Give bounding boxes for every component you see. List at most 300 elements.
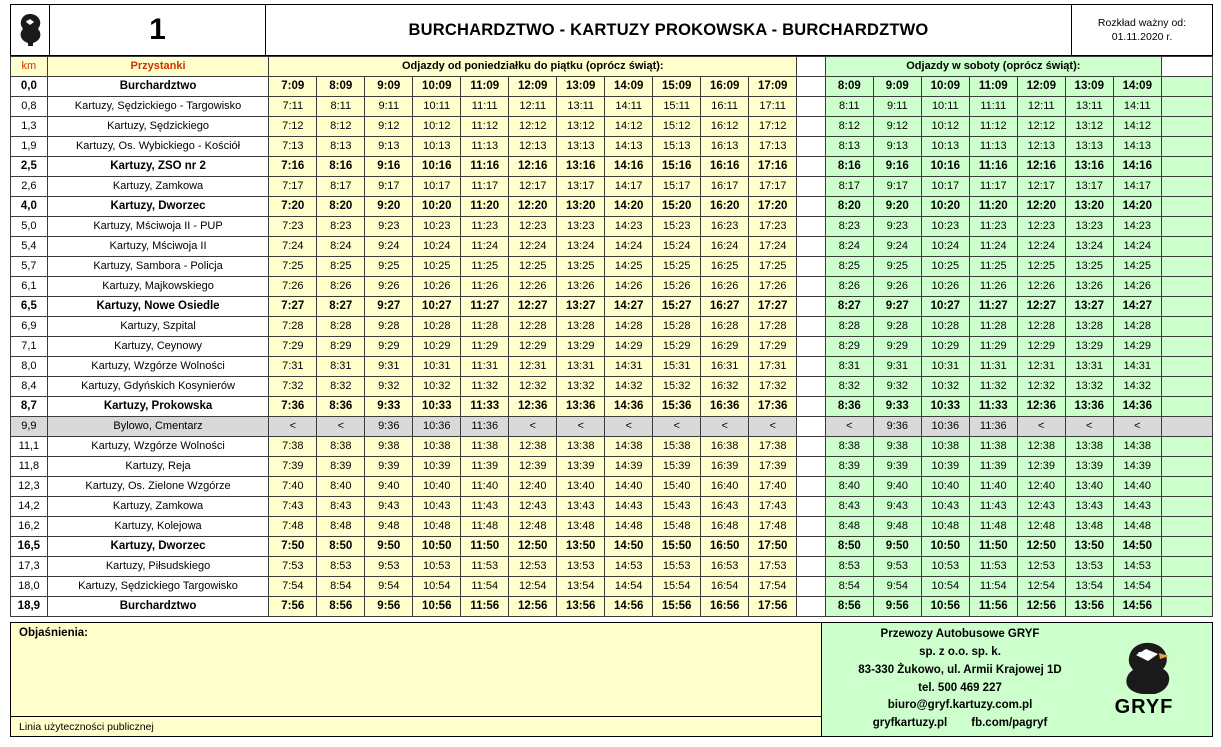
cell-departure-weekday: 7:48 <box>269 517 317 537</box>
cell-departure-weekday: 8:26 <box>317 277 365 297</box>
cell-departure-saturday: 14:12 <box>1113 117 1161 137</box>
col-header-stops: Przystanki <box>47 57 269 77</box>
cell-departure-weekday: 12:48 <box>509 517 557 537</box>
cell-departure-weekday: 16:50 <box>701 537 749 557</box>
cell-departure-weekday: 9:33 <box>365 397 413 417</box>
cell-departure-weekday: 13:43 <box>557 497 605 517</box>
cell-departure-saturday: 8:32 <box>825 377 873 397</box>
cell-departure-saturday: 11:24 <box>969 237 1017 257</box>
cell-departure-saturday: 8:48 <box>825 517 873 537</box>
cell-km: 2,5 <box>11 157 48 177</box>
table-row <box>11 97 1213 117</box>
cell-departure-weekday: < <box>653 417 701 437</box>
cell-departure-weekday: 8:31 <box>317 357 365 377</box>
gap-cell <box>1161 257 1212 277</box>
cell-departure-saturday: 11:16 <box>969 157 1017 177</box>
cell-departure-weekday: 9:17 <box>365 177 413 197</box>
cell-km: 2,6 <box>11 177 48 197</box>
cell-departure-weekday: 7:13 <box>269 137 317 157</box>
cell-departure-weekday: 10:26 <box>413 277 461 297</box>
cell-departure-weekday: 17:12 <box>749 117 797 137</box>
cell-departure-saturday: 14:28 <box>1113 317 1161 337</box>
cell-stop-name: Kartuzy, Gdyńskich Kosynierów <box>47 377 269 397</box>
operator-email[interactable]: biuro@gryf.kartuzy.com.pl <box>887 699 1033 712</box>
table-row <box>11 157 1213 177</box>
cell-departure-saturday: 13:29 <box>1065 337 1113 357</box>
cell-km: 16,2 <box>11 517 48 537</box>
gap-cell <box>1161 197 1212 217</box>
cell-departure-weekday: 8:27 <box>317 297 365 317</box>
cell-departure-weekday: 12:16 <box>509 157 557 177</box>
legend-box <box>10 622 822 737</box>
cell-departure-saturday: 9:23 <box>873 217 921 237</box>
cell-departure-weekday: 14:38 <box>605 437 653 457</box>
cell-departure-saturday: 10:48 <box>921 517 969 537</box>
cell-departure-weekday: 7:27 <box>269 297 317 317</box>
cell-departure-weekday: 9:16 <box>365 157 413 177</box>
cell-departure-weekday: 8:32 <box>317 377 365 397</box>
cell-stop-name: Burchardztwo <box>47 77 269 97</box>
cell-departure-saturday: 8:13 <box>825 137 873 157</box>
cell-departure-weekday: 13:56 <box>557 597 605 617</box>
cell-departure-saturday: 8:29 <box>825 337 873 357</box>
cell-departure-weekday: 14:29 <box>605 337 653 357</box>
gap-cell <box>797 77 826 97</box>
cell-departure-saturday: 14:20 <box>1113 197 1161 217</box>
cell-departure-saturday: 8:17 <box>825 177 873 197</box>
cell-departure-saturday: 13:20 <box>1065 197 1113 217</box>
cell-departure-weekday: 13:40 <box>557 477 605 497</box>
cell-departure-weekday: 17:32 <box>749 377 797 397</box>
cell-departure-weekday: 8:39 <box>317 457 365 477</box>
cell-departure-saturday: 14:29 <box>1113 337 1161 357</box>
cell-departure-weekday: 7:50 <box>269 537 317 557</box>
cell-departure-saturday: 12:27 <box>1017 297 1065 317</box>
cell-departure-weekday: 16:40 <box>701 477 749 497</box>
cell-departure-weekday: 8:25 <box>317 257 365 277</box>
cell-departure-weekday: 15:40 <box>653 477 701 497</box>
cell-departure-saturday: 9:39 <box>873 457 921 477</box>
table-row <box>11 437 1213 457</box>
cell-departure-saturday: 12:38 <box>1017 437 1065 457</box>
cell-departure-saturday: 13:16 <box>1065 157 1113 177</box>
cell-departure-weekday: 10:16 <box>413 157 461 177</box>
cell-departure-saturday: < <box>1017 417 1065 437</box>
cell-departure-saturday: 10:13 <box>921 137 969 157</box>
gap-cell <box>797 357 826 377</box>
cell-departure-saturday: 10:33 <box>921 397 969 417</box>
cell-departure-saturday: 9:32 <box>873 377 921 397</box>
cell-departure-saturday: 9:20 <box>873 197 921 217</box>
cell-departure-weekday: 17:36 <box>749 397 797 417</box>
cell-departure-weekday: 9:48 <box>365 517 413 537</box>
cell-departure-weekday: 12:50 <box>509 537 557 557</box>
cell-departure-weekday: < <box>749 417 797 437</box>
cell-departure-saturday: 9:38 <box>873 437 921 457</box>
cell-departure-weekday: 7:11 <box>269 97 317 117</box>
cell-departure-weekday: 14:26 <box>605 277 653 297</box>
cell-departure-weekday: 10:48 <box>413 517 461 537</box>
table-row <box>11 577 1213 597</box>
cell-stop-name: Kartuzy, Sędzickiego <box>47 117 269 137</box>
cell-departure-weekday: 8:54 <box>317 577 365 597</box>
cell-departure-weekday: 17:56 <box>749 597 797 617</box>
cell-departure-saturday: 12:43 <box>1017 497 1065 517</box>
cell-departure-weekday: 10:28 <box>413 317 461 337</box>
cell-departure-weekday: 9:28 <box>365 317 413 337</box>
gap-cell <box>797 437 826 457</box>
cell-departure-weekday: 16:48 <box>701 517 749 537</box>
cell-departure-weekday: 15:20 <box>653 197 701 217</box>
cell-departure-weekday: 17:23 <box>749 217 797 237</box>
cell-departure-saturday: 8:27 <box>825 297 873 317</box>
cell-departure-weekday: 10:29 <box>413 337 461 357</box>
cell-departure-saturday: 10:39 <box>921 457 969 477</box>
cell-departure-weekday: 16:38 <box>701 437 749 457</box>
cell-departure-weekday: 10:50 <box>413 537 461 557</box>
cell-departure-weekday: 9:54 <box>365 577 413 597</box>
cell-departure-weekday: 10:39 <box>413 457 461 477</box>
cell-departure-weekday: 14:28 <box>605 317 653 337</box>
cell-departure-weekday: 11:54 <box>461 577 509 597</box>
cell-departure-saturday: 12:24 <box>1017 237 1065 257</box>
cell-km: 1,3 <box>11 117 48 137</box>
cell-km: 5,0 <box>11 217 48 237</box>
cell-departure-weekday: 7:54 <box>269 577 317 597</box>
gap-cell <box>1161 317 1212 337</box>
cell-departure-weekday: 12:36 <box>509 397 557 417</box>
cell-km: 6,1 <box>11 277 48 297</box>
cell-departure-weekday: 10:38 <box>413 437 461 457</box>
cell-departure-saturday: 9:48 <box>873 517 921 537</box>
cell-km: 14,2 <box>11 497 48 517</box>
col-header-km: km <box>11 57 48 77</box>
cell-departure-weekday: 11:48 <box>461 517 509 537</box>
cell-departure-saturday: 12:13 <box>1017 137 1065 157</box>
timetable-body <box>11 77 1213 617</box>
cell-departure-weekday: 10:33 <box>413 397 461 417</box>
cell-departure-weekday: 13:31 <box>557 357 605 377</box>
cell-departure-weekday: 10:40 <box>413 477 461 497</box>
cell-stop-name: Kartuzy, Szpital <box>47 317 269 337</box>
operator-address: 83-330 Żukowo, ul. Armii Krajowej 1D <box>858 663 1062 676</box>
cell-departure-saturday: 11:32 <box>969 377 1017 397</box>
gap-cell <box>1161 457 1212 477</box>
cell-departure-weekday: 7:32 <box>269 377 317 397</box>
cell-departure-weekday: 12:40 <box>509 477 557 497</box>
cell-departure-saturday: 12:54 <box>1017 577 1065 597</box>
line-number: 1 <box>50 5 266 55</box>
cell-departure-weekday: 17:29 <box>749 337 797 357</box>
cell-departure-weekday: 14:56 <box>605 597 653 617</box>
gap-cell <box>1161 397 1212 417</box>
cell-departure-saturday: 13:32 <box>1065 377 1113 397</box>
cell-departure-saturday: 11:13 <box>969 137 1017 157</box>
cell-departure-weekday: 8:50 <box>317 537 365 557</box>
table-row <box>11 517 1213 537</box>
gap-cell <box>797 277 826 297</box>
cell-departure-weekday: 14:20 <box>605 197 653 217</box>
cell-stop-name: Kartuzy, Sędzickiego Targowisko <box>47 577 269 597</box>
cell-departure-weekday: 13:48 <box>557 517 605 537</box>
gap-cell <box>797 157 826 177</box>
cell-departure-saturday: 14:36 <box>1113 397 1161 417</box>
cell-departure-weekday: 11:53 <box>461 557 509 577</box>
cell-stop-name: Kartuzy, Zamkowa <box>47 177 269 197</box>
cell-departure-saturday: 10:29 <box>921 337 969 357</box>
cell-departure-saturday: 9:25 <box>873 257 921 277</box>
cell-departure-saturday: 12:50 <box>1017 537 1065 557</box>
cell-departure-saturday: 11:23 <box>969 217 1017 237</box>
cell-departure-weekday: 17:39 <box>749 457 797 477</box>
cell-departure-weekday: 14:43 <box>605 497 653 517</box>
cell-departure-saturday: 12:11 <box>1017 97 1065 117</box>
cell-departure-weekday: 16:32 <box>701 377 749 397</box>
cell-departure-weekday: 17:40 <box>749 477 797 497</box>
cell-departure-saturday: 12:09 <box>1017 77 1065 97</box>
cell-departure-weekday: 13:23 <box>557 217 605 237</box>
cell-departure-saturday: 10:25 <box>921 257 969 277</box>
table-row <box>11 317 1213 337</box>
cell-departure-weekday: 13:12 <box>557 117 605 137</box>
cell-departure-saturday: 12:12 <box>1017 117 1065 137</box>
cell-departure-weekday: 9:09 <box>365 77 413 97</box>
cell-departure-weekday: 13:39 <box>557 457 605 477</box>
cell-departure-weekday: 14:13 <box>605 137 653 157</box>
table-row <box>11 457 1213 477</box>
cell-stop-name: Kartuzy, Sambora - Policja <box>47 257 269 277</box>
gap-cell <box>797 217 826 237</box>
gap-cell <box>1161 417 1212 437</box>
cell-departure-weekday: 10:54 <box>413 577 461 597</box>
gap-cell <box>797 297 826 317</box>
cell-departure-saturday: 10:43 <box>921 497 969 517</box>
cell-stop-name: Kartuzy, ZSO nr 2 <box>47 157 269 177</box>
cell-departure-weekday: 15:11 <box>653 97 701 117</box>
cell-departure-weekday: 14:54 <box>605 577 653 597</box>
cell-departure-weekday: 16:56 <box>701 597 749 617</box>
cell-departure-saturday: 8:38 <box>825 437 873 457</box>
cell-departure-weekday: 15:43 <box>653 497 701 517</box>
cell-departure-weekday: 8:12 <box>317 117 365 137</box>
cell-departure-weekday: 11:29 <box>461 337 509 357</box>
cell-departure-weekday: 13:25 <box>557 257 605 277</box>
cell-departure-saturday: 14:25 <box>1113 257 1161 277</box>
table-row <box>11 77 1213 97</box>
cell-departure-saturday: 12:23 <box>1017 217 1065 237</box>
cell-departure-weekday: 16:31 <box>701 357 749 377</box>
cell-departure-weekday: 7:39 <box>269 457 317 477</box>
cell-departure-weekday: 16:27 <box>701 297 749 317</box>
cell-departure-weekday: 14:17 <box>605 177 653 197</box>
cell-departure-weekday: 11:17 <box>461 177 509 197</box>
cell-departure-weekday: 8:20 <box>317 197 365 217</box>
cell-departure-weekday: 15:26 <box>653 277 701 297</box>
cell-departure-saturday: 8:12 <box>825 117 873 137</box>
cell-departure-weekday: 17:50 <box>749 537 797 557</box>
cell-departure-saturday: 14:16 <box>1113 157 1161 177</box>
cell-departure-weekday: 14:25 <box>605 257 653 277</box>
cell-departure-weekday: 11:26 <box>461 277 509 297</box>
cell-departure-weekday: 15:36 <box>653 397 701 417</box>
gap-cell <box>797 57 826 77</box>
gap-cell <box>797 417 826 437</box>
cell-departure-saturday: 8:20 <box>825 197 873 217</box>
cell-km: 9,9 <box>11 417 48 437</box>
cell-departure-weekday: 12:20 <box>509 197 557 217</box>
cell-departure-saturday: 12:20 <box>1017 197 1065 217</box>
cell-departure-weekday: 8:13 <box>317 137 365 157</box>
cell-departure-weekday: 17:31 <box>749 357 797 377</box>
cell-stop-name: Kartuzy, Os. Zielone Wzgórze <box>47 477 269 497</box>
cell-departure-saturday: 13:38 <box>1065 437 1113 457</box>
gap-cell <box>1161 377 1212 397</box>
cell-departure-weekday: 7:24 <box>269 237 317 257</box>
cell-departure-weekday: 8:17 <box>317 177 365 197</box>
cell-departure-saturday: 10:38 <box>921 437 969 457</box>
header-logo <box>11 5 50 55</box>
cell-departure-weekday: 7:12 <box>269 117 317 137</box>
cell-departure-weekday: 16:28 <box>701 317 749 337</box>
cell-departure-saturday: 14:26 <box>1113 277 1161 297</box>
table-row <box>11 197 1213 217</box>
gap-cell <box>797 97 826 117</box>
cell-departure-saturday: 9:33 <box>873 397 921 417</box>
cell-departure-weekday: 17:11 <box>749 97 797 117</box>
cell-departure-weekday: 9:43 <box>365 497 413 517</box>
operator-links <box>836 715 1084 733</box>
cell-departure-weekday: 17:26 <box>749 277 797 297</box>
operator-website-link[interactable]: gryfkartuzy.pl <box>872 717 948 730</box>
cell-departure-saturday: 11:31 <box>969 357 1017 377</box>
cell-departure-saturday: 8:39 <box>825 457 873 477</box>
gap-cell <box>797 237 826 257</box>
cell-departure-weekday: 7:25 <box>269 257 317 277</box>
cell-departure-saturday: 9:11 <box>873 97 921 117</box>
table-row <box>11 137 1213 157</box>
cell-departure-saturday: 9:27 <box>873 297 921 317</box>
operator-facebook-link[interactable]: fb.com/pagryf <box>971 717 1048 730</box>
cell-departure-weekday: 10:24 <box>413 237 461 257</box>
cell-departure-weekday: 9:39 <box>365 457 413 477</box>
cell-departure-weekday: 16:16 <box>701 157 749 177</box>
cell-km: 6,5 <box>11 297 48 317</box>
gap-cell <box>1161 497 1212 517</box>
cell-departure-saturday: 11:36 <box>969 417 1017 437</box>
group-header-row <box>11 57 1213 77</box>
cell-departure-weekday: 14:32 <box>605 377 653 397</box>
gap-cell <box>1161 537 1212 557</box>
cell-departure-weekday: 13:38 <box>557 437 605 457</box>
validity-date: 01.11.2020 r. <box>1111 31 1173 43</box>
cell-departure-saturday: 14:54 <box>1113 577 1161 597</box>
cell-departure-weekday: 16:53 <box>701 557 749 577</box>
cell-departure-saturday: 13:23 <box>1065 217 1113 237</box>
cell-departure-saturday: 13:39 <box>1065 457 1113 477</box>
page-title: BURCHARDZTWO - KARTUZY PROKOWSKA - BURCHARDZTWO <box>408 20 929 39</box>
cell-departure-saturday: 11:53 <box>969 557 1017 577</box>
gap-cell <box>797 477 826 497</box>
cell-departure-saturday: 11:26 <box>969 277 1017 297</box>
cell-departure-saturday: 14:39 <box>1113 457 1161 477</box>
cell-departure-weekday: 15:53 <box>653 557 701 577</box>
gap-cell <box>797 537 826 557</box>
cell-departure-weekday: < <box>605 417 653 437</box>
cell-departure-weekday: 15:24 <box>653 237 701 257</box>
cell-departure-weekday: 11:33 <box>461 397 509 417</box>
table-row <box>11 497 1213 517</box>
cell-stop-name: Kartuzy, Zamkowa <box>47 497 269 517</box>
operator-name: Przewozy Autobusowe GRYF <box>880 628 1040 641</box>
cell-departure-saturday: 8:54 <box>825 577 873 597</box>
cell-departure-weekday: 17:48 <box>749 517 797 537</box>
cell-departure-saturday: 11:17 <box>969 177 1017 197</box>
cell-departure-saturday: 10:26 <box>921 277 969 297</box>
cell-departure-weekday: 7:31 <box>269 357 317 377</box>
cell-departure-saturday: 9:56 <box>873 597 921 617</box>
cell-departure-weekday: < <box>701 417 749 437</box>
gap-cell <box>1161 517 1212 537</box>
cell-departure-weekday: 12:39 <box>509 457 557 477</box>
legend-note: Linia użyteczności publicznej <box>19 721 154 733</box>
cell-departure-weekday: 17:16 <box>749 157 797 177</box>
cell-departure-weekday: 14:36 <box>605 397 653 417</box>
cell-departure-saturday: 10:31 <box>921 357 969 377</box>
cell-departure-saturday: 9:36 <box>873 417 921 437</box>
table-row <box>11 337 1213 357</box>
cell-departure-weekday: < <box>269 417 317 437</box>
cell-departure-weekday: 16:20 <box>701 197 749 217</box>
cell-km: 4,0 <box>11 197 48 217</box>
cell-departure-saturday: 8:23 <box>825 217 873 237</box>
cell-departure-saturday: 12:39 <box>1017 457 1065 477</box>
cell-departure-weekday: 13:11 <box>557 97 605 117</box>
cell-departure-weekday: 12:54 <box>509 577 557 597</box>
cell-departure-saturday: 12:25 <box>1017 257 1065 277</box>
cell-departure-weekday: 13:36 <box>557 397 605 417</box>
cell-departure-weekday: 11:28 <box>461 317 509 337</box>
eagle-logo-icon <box>1115 640 1173 696</box>
cell-departure-saturday: 9:31 <box>873 357 921 377</box>
gap-cell <box>797 377 826 397</box>
cell-departure-weekday: 14:23 <box>605 217 653 237</box>
cell-departure-weekday: 10:25 <box>413 257 461 277</box>
cell-departure-saturday: 11:38 <box>969 437 1017 457</box>
gap-cell <box>797 577 826 597</box>
cell-departure-saturday: 12:31 <box>1017 357 1065 377</box>
cell-departure-weekday: 10:53 <box>413 557 461 577</box>
cell-departure-saturday: 14:27 <box>1113 297 1161 317</box>
table-row <box>11 377 1213 397</box>
cell-departure-saturday: 11:28 <box>969 317 1017 337</box>
gap-cell <box>1161 157 1212 177</box>
gap-cell <box>1161 237 1212 257</box>
cell-departure-saturday: 10:16 <box>921 157 969 177</box>
cell-departure-weekday: 13:09 <box>557 77 605 97</box>
cell-departure-weekday: 12:28 <box>509 317 557 337</box>
cell-departure-weekday: 9:53 <box>365 557 413 577</box>
gap-cell <box>1161 577 1212 597</box>
cell-departure-weekday: 9:31 <box>365 357 413 377</box>
cell-departure-saturday: 13:27 <box>1065 297 1113 317</box>
cell-departure-weekday: 15:13 <box>653 137 701 157</box>
cell-departure-weekday: 16:39 <box>701 457 749 477</box>
cell-departure-weekday: 8:11 <box>317 97 365 117</box>
cell-departure-saturday: 8:11 <box>825 97 873 117</box>
cell-departure-saturday: 11:39 <box>969 457 1017 477</box>
cell-departure-weekday: 16:11 <box>701 97 749 117</box>
cell-departure-weekday: 16:29 <box>701 337 749 357</box>
